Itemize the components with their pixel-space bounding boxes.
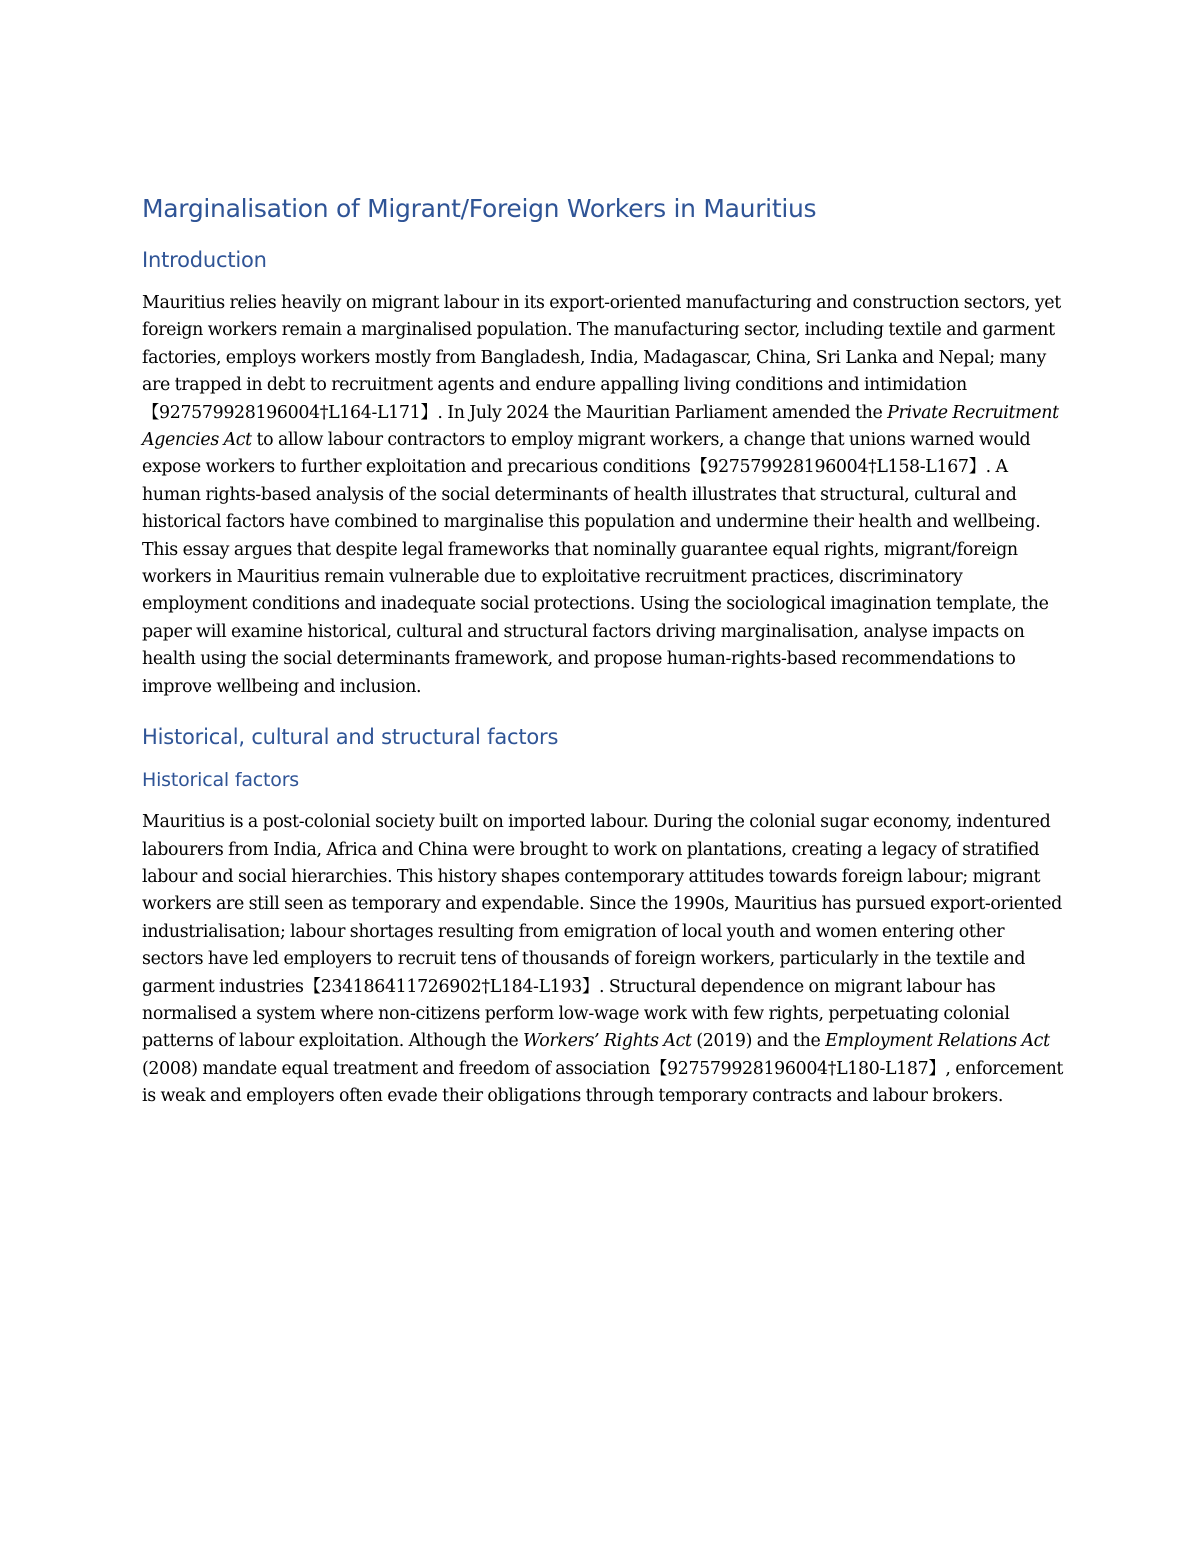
intro-act-name: Private Recruitment Agencies Act (142, 402, 1059, 451)
historical-act-2: Employment Relations Act (825, 1031, 1050, 1052)
historical-text-part-2: (2019) and the (691, 1031, 826, 1052)
intro-text-part-1: Mauritius relies heavily on migrant labour in its export-oriented manufacturing and construction sectors, yet foreign workers remain a marginalised population. The manufacturing sector, including textile and garment factories, employs workers mostly from Bangladesh, India, Madagascar, China, Sri Lanka and Nepal; many are trapped in debt to recruitment agents and endure appalling living conditions and intimidation【927579928196004†L164-L171】. In July 2024 the Mauritian Parliament amended the (142, 293, 1061, 423)
document-title: Marginalisation of Migrant/Foreign Workers in Mauritius (142, 194, 817, 223)
intro-text-part-2: to allow labour contractors to employ migrant workers, a change that unions warned would expose workers to further exploitation and precarious conditions【927579928196004†L158-L167】. A human rights-based analysis of the social determinants of health illustrates that structural, cultural and historical factors have combined to marginalise this population and undermine their health and wellbeing. This essay argues that despite legal frameworks that nominally guarantee equal rights, migrant/foreign workers in Mauritius remain vulnerable due to exploitative recruitment practices, discriminatory employment conditions and inadequate social protections. Using the sociological imagination template, the paper will examine historical, cultural and structural factors driving marginalisation, analyse impacts on health using the social determinants framework, and propose human-rights-based recommendations to improve wellbeing and inclusion. (142, 430, 1049, 697)
paragraph-introduction (142, 290, 1064, 701)
historical-text-part-3: (2008) mandate equal treatment and freedom of association【927579928196004†L180-L187】, enforcement is weak and employers often evade their obligations through temporary contracts and labour brokers. (142, 1058, 1064, 1107)
heading-factors: Historical, cultural and structural factors (142, 725, 559, 750)
heading-introduction: Introduction (142, 248, 267, 272)
document-body (142, 192, 1064, 1133)
historical-text-part-1: Mauritius is a post-colonial society built on imported labour. During the colonial sugar economy, indentured labourers from India, Africa and China were brought to work on plantations, creating a legacy of stratified labour and social hierarchies. This history shapes contemporary attitudes towards foreign labour; migrant workers are still seen as temporary and expendable. Since the 1990s, Mauritius has pursued export-oriented industrialisation; labour shortages resulting from emigration of local youth and women entering other sectors have led employers to recruit tens of thousands of foreign workers, particularly in the textile and garment industries【234186411726902†L184-L193】. Structural dependence on migrant labour has normalised a system where non-citizens perform low-wage work with few rights, perpetuating colonial patterns of labour exploitation. Although the (142, 812, 1062, 1052)
historical-act-1: Workers’ Rights Act (522, 1031, 692, 1052)
heading-historical-factors: Historical factors (142, 769, 300, 792)
paragraph-historical (142, 809, 1064, 1110)
